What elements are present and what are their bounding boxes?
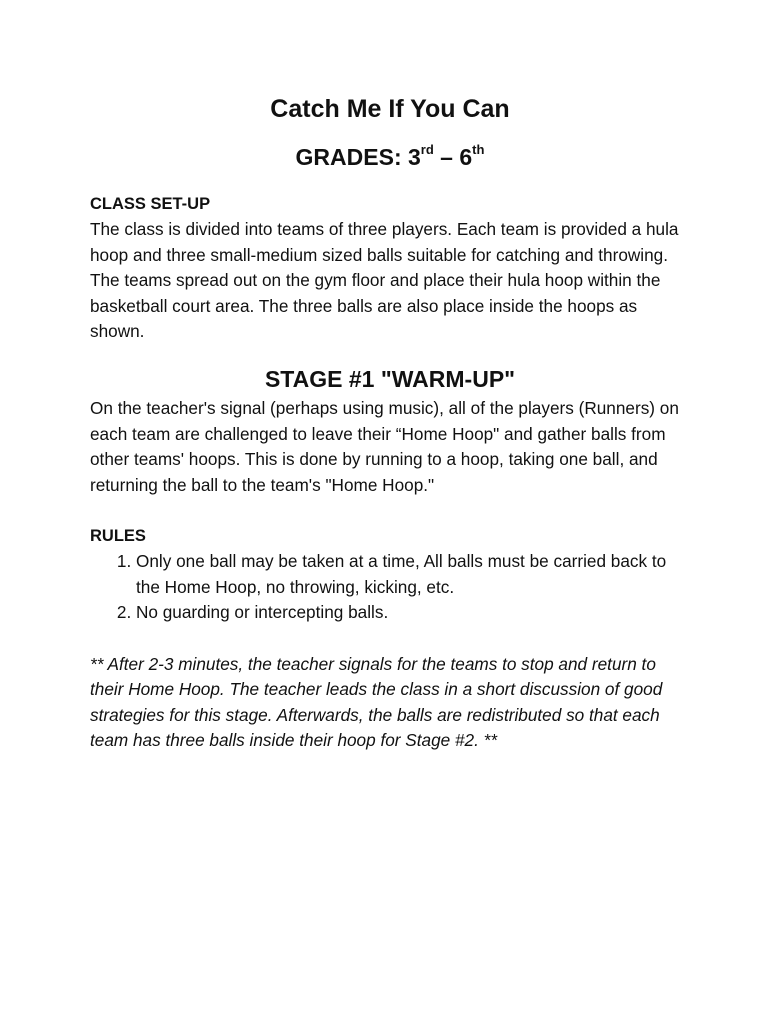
- class-setup-section: [90, 192, 690, 344]
- rule-item: 1. Only one ball may be taken at a time, All balls must be carried back to the Home Hoop, no throwing, kicking, etc.: [136, 549, 690, 600]
- class-setup-text: The class is divided into teams of three players. Each team is provided a hula hoop and three small-medium sized balls suitable for catching and throwing. The teams spread out on the gym floor and place their hula hoop within the basketball court area. The three balls are also place inside the hoops as shown.: [90, 219, 679, 342]
- rules-heading: RULES: [90, 527, 146, 546]
- rules-list: [90, 549, 690, 625]
- stage1-text: On the teacher's signal (perhaps using music), all of the players (Runners) on each team are challenged to leave their “Home Hoop" and gather balls from other teams' hoops. This is done by running to a hoop, taking one ball, and returning the ball to the team's "Home Hoop.": [90, 398, 679, 495]
- stage-note: ** After 2-3 minutes, the teacher signals for the teams to stop and return to their Home Hoop. The teacher leads the class in a short discussion of good strategies for this stage. Afterwards, the balls are redistributed so that each team has three balls inside their hoop for Stage #2. **: [90, 653, 663, 750]
- document-page: [90, 92, 690, 753]
- grades-separator: – 6: [433, 144, 473, 170]
- stage1-section: [90, 362, 690, 498]
- grades-start-suffix: rd: [420, 142, 434, 157]
- rules-section: [90, 524, 690, 626]
- rule-item: 2. No guarding or intercepting balls.: [136, 600, 690, 625]
- grades-heading: [90, 140, 690, 174]
- document-title: Catch Me If You Can: [270, 95, 510, 123]
- grades-label: GRADES: 3: [295, 144, 421, 170]
- class-setup-heading: CLASS SET-UP: [90, 195, 211, 213]
- stage1-heading: STAGE #1 "WARM-UP": [264, 366, 516, 393]
- grades-end-suffix: th: [472, 142, 485, 157]
